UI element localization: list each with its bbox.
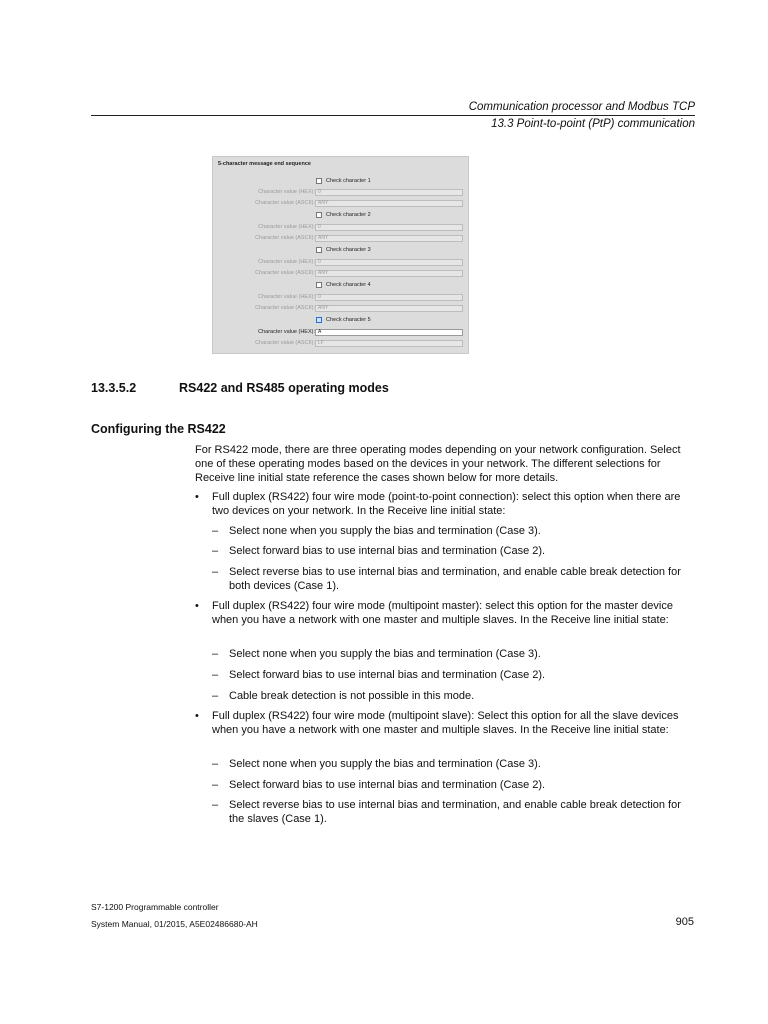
bullet-mark: • <box>195 491 199 503</box>
check-character-4-row[interactable] <box>316 281 371 289</box>
page-number: 905 <box>675 916 694 928</box>
check-character-2-row[interactable] <box>316 211 371 219</box>
bullet-text: Full duplex (RS422) four wire mode (point-to-point connection): select this option when there are two devices on your network. In the Receive line initial state: <box>212 491 681 517</box>
checkbox-label: Check character 1 <box>326 178 371 184</box>
sub-item-text: Select none when you supply the bias and termination (Case 3). <box>229 525 541 537</box>
hex-value-input[interactable]: 0 <box>315 259 463 266</box>
footer-product: S7-1200 Programmable controller <box>91 902 219 912</box>
sub-item-text: Select none when you supply the bias and termination (Case 3). <box>229 648 541 660</box>
field-label: Character value (HEX): <box>258 329 315 335</box>
bullet-item <box>195 599 695 627</box>
bullet-mark: • <box>195 710 199 722</box>
bullet-text: Full duplex (RS422) four wire mode (multipoint master): select this option for the master device when you have a network with one master and multiple slaves. In the Receive line initial state: <box>212 600 673 626</box>
footer-manual-info: System Manual, 01/2015, A5E02486680-AH <box>91 919 258 929</box>
sub-item <box>212 757 695 771</box>
checkbox-label: Check character 5 <box>326 317 371 323</box>
dash-mark: – <box>212 758 219 770</box>
field-label: Character value (ASCII): <box>255 270 315 276</box>
sub-item-text: Cable break detection is not possible in this mode. <box>229 690 475 702</box>
field-label: Character value (ASCII): <box>255 235 315 241</box>
sub-item <box>212 647 695 661</box>
dash-mark: – <box>212 566 219 578</box>
sub-item <box>212 565 695 593</box>
ascii-value-input[interactable]: ANY <box>315 270 463 277</box>
header-rule <box>91 115 695 116</box>
sub-item <box>212 778 695 792</box>
intro-paragraph: For RS422 mode, there are three operating modes depending on your network configuration. Select one of these operating modes based on the devices in your network. The different selections for Receive line initial state reference the cases shown below for more details. <box>195 444 681 484</box>
ascii-value-input[interactable]: LF <box>315 340 463 347</box>
ascii-value-input[interactable]: ANY <box>315 305 463 312</box>
running-header-section: 13.3 Point-to-point (PtP) communication <box>491 118 695 130</box>
section-title: RS422 and RS485 operating modes <box>179 381 389 395</box>
checkbox[interactable] <box>316 282 322 288</box>
checkbox[interactable] <box>316 178 322 184</box>
dash-mark: – <box>212 779 219 791</box>
dash-mark: – <box>212 545 219 557</box>
hex-value-input[interactable]: 0 <box>315 189 463 196</box>
sub-item <box>212 668 695 682</box>
bullet-item <box>195 709 695 737</box>
sub-item-text: Select forward bias to use internal bias and termination (Case 2). <box>229 669 546 681</box>
sub-item-text: Select reverse bias to use internal bias and termination, and enable cable break detection for both devices (Case 1). <box>229 566 681 592</box>
hex-value-input[interactable]: 0 <box>315 294 463 301</box>
sub-item <box>212 524 695 538</box>
dash-mark: – <box>212 799 219 811</box>
checkbox-label: Check character 2 <box>326 212 371 218</box>
checkbox-label: Check character 4 <box>326 282 371 288</box>
dash-mark: – <box>212 669 219 681</box>
dash-mark: – <box>212 525 219 537</box>
field-label: Character value (ASCII): <box>255 200 315 206</box>
field-label: Character value (HEX): <box>258 259 315 265</box>
checkbox-checked[interactable] <box>316 317 322 323</box>
ascii-value-input[interactable]: ANY <box>315 200 463 207</box>
checkbox-label: Check character 3 <box>326 247 371 253</box>
sub-item <box>212 544 695 558</box>
bullet-text: Full duplex (RS422) four wire mode (multipoint slave): Select this option for all the slave devices when you have a network with one master and multiple slaves. In the Receive line initial state: <box>212 710 679 736</box>
sub-item-text: Select forward bias to use internal bias and termination (Case 2). <box>229 545 546 557</box>
bullet-mark: • <box>195 600 199 612</box>
sub-item <box>212 689 695 703</box>
checkbox[interactable] <box>316 247 322 253</box>
check-character-1-row[interactable] <box>316 177 371 185</box>
section-number: 13.3.5.2 <box>91 381 137 395</box>
field-label: Character value (HEX): <box>258 189 315 195</box>
sub-item <box>212 798 695 826</box>
sub-item-text: Select reverse bias to use internal bias and termination, and enable cable break detection for the slaves (Case 1). <box>229 799 681 825</box>
running-header-chapter: Communication processor and Modbus TCP <box>468 101 695 113</box>
field-label: Character value (ASCII): <box>255 305 315 311</box>
config-screenshot-panel <box>212 156 469 354</box>
hex-value-input[interactable]: 0 <box>315 224 463 231</box>
check-character-3-row[interactable] <box>316 246 371 254</box>
ascii-value-input[interactable]: ANY <box>315 235 463 242</box>
subheading: Configuring the RS422 <box>91 422 226 436</box>
sub-item-text: Select none when you supply the bias and termination (Case 3). <box>229 758 541 770</box>
panel-title: 5-character message end sequence <box>218 161 311 167</box>
sub-item-text: Select forward bias to use internal bias and termination (Case 2). <box>229 779 546 791</box>
checkbox[interactable] <box>316 212 322 218</box>
dash-mark: – <box>212 648 219 660</box>
field-label: Character value (ASCII): <box>255 340 315 346</box>
field-label: Character value (HEX): <box>258 294 315 300</box>
hex-value-input-active[interactable]: A <box>315 329 463 336</box>
dash-mark: – <box>212 690 219 702</box>
bullet-item <box>195 490 695 518</box>
check-character-5-row[interactable] <box>316 316 371 324</box>
field-label: Character value (HEX): <box>258 224 315 230</box>
